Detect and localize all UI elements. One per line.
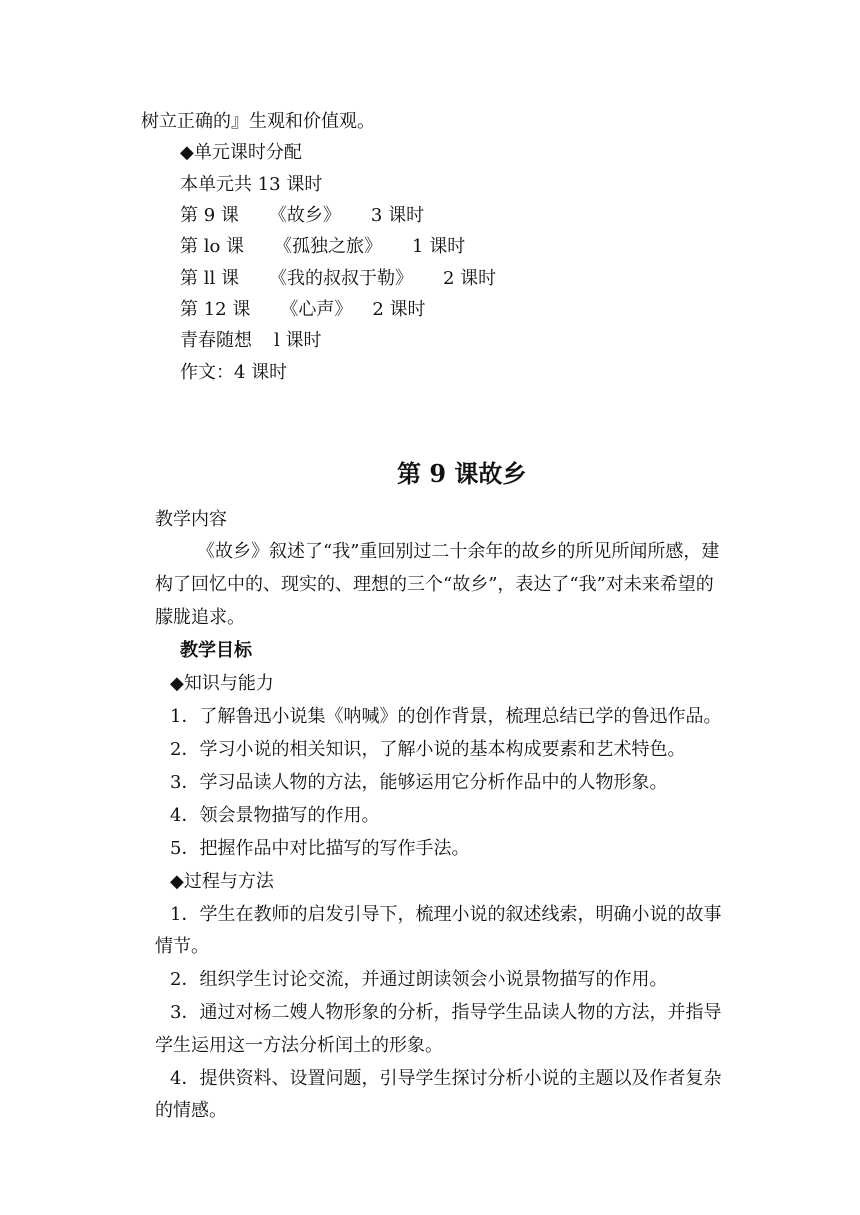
schedule-title: 《孤独之旅》 [274,236,383,257]
lesson-title: 第 9 课故乡 [397,459,527,488]
schedule-row-extra [180,329,321,353]
allocation-heading: ◆单元课时分配 [180,142,302,163]
process-item-line: 学生运用这一方法分析闰土的形象。 [155,1035,443,1056]
knowledge-item: 5．把握作品中对比描写的写作手法。 [170,838,470,859]
knowledge-heading: ◆知识与能力 [170,673,274,694]
schedule-title: 《故乡》 [268,205,341,226]
knowledge-item: 3．学习品读人物的方法，能够运用它分析作品中的人物形象。 [170,772,668,793]
schedule-row [180,267,496,291]
schedule-title: 《我的叔叔于勒》 [268,268,413,289]
content-paragraph-line: 《故乡》叙述了“我”重回别过二十余年的故乡的所见所闻所感，建 [197,541,720,562]
process-item-line: 2．组织学生讨论交流，并通过朗读领会小说景物描写的作用。 [170,969,668,990]
intro-line: 树立正确的』生观和价值观。 [141,111,375,132]
schedule-hours: 2 课时 [372,299,426,320]
schedule-row [180,204,424,228]
content-heading: 教学内容 [155,509,227,530]
extra-hours: l 课时 [274,330,322,351]
schedule-hours: 2 课时 [442,268,497,289]
schedule-row [180,298,426,322]
schedule-row [180,235,465,259]
process-item-line: 4．提供资料、设置问题，引导学生探讨分析小说的主题以及作者复杂 [170,1068,722,1089]
process-item-line: 1．学生在教师的启发引导下，梳理小说的叙述线索，明确小说的故事 [170,904,722,925]
schedule-lesson: 第 lo 课 [180,236,245,257]
content-paragraph-line: 构了回忆中的、现实的、理想的三个“故乡”，表达了“我”对未来希望的 [155,574,714,595]
process-heading: ◆过程与方法 [170,871,274,892]
process-item-line: 的情感。 [155,1100,227,1121]
unit-total-hours: 本单元共 13 课时 [180,174,323,195]
process-item-line: 3．通过对杨二嫂人物形象的分析，指导学生品读人物的方法，并指导 [170,1002,722,1023]
knowledge-item: 1．了解鲁迅小说集《呐喊》的创作背景，梳理总结已学的鲁迅作品。 [170,706,722,727]
schedule-hours: 3 课时 [370,205,425,226]
goals-heading: 教学目标 [180,640,252,661]
writing-hours: 作文：4 课时 [180,362,288,383]
schedule-lesson: 第 12 课 [180,299,251,320]
knowledge-item: 2．学习小说的相关知识，了解小说的基本构成要素和艺术特色。 [170,739,686,760]
schedule-title: 《心声》 [280,299,353,320]
content-paragraph-line: 朦胧追求。 [155,607,245,628]
knowledge-item: 4．领会景物描写的作用。 [170,805,380,826]
extra-name: 青春随想 [180,330,252,351]
schedule-hours: 1 课时 [412,236,466,257]
schedule-lesson: 第 9 课 [180,205,239,226]
process-item-line: 情节。 [155,936,209,957]
schedule-lesson: 第 ll 课 [180,268,239,289]
